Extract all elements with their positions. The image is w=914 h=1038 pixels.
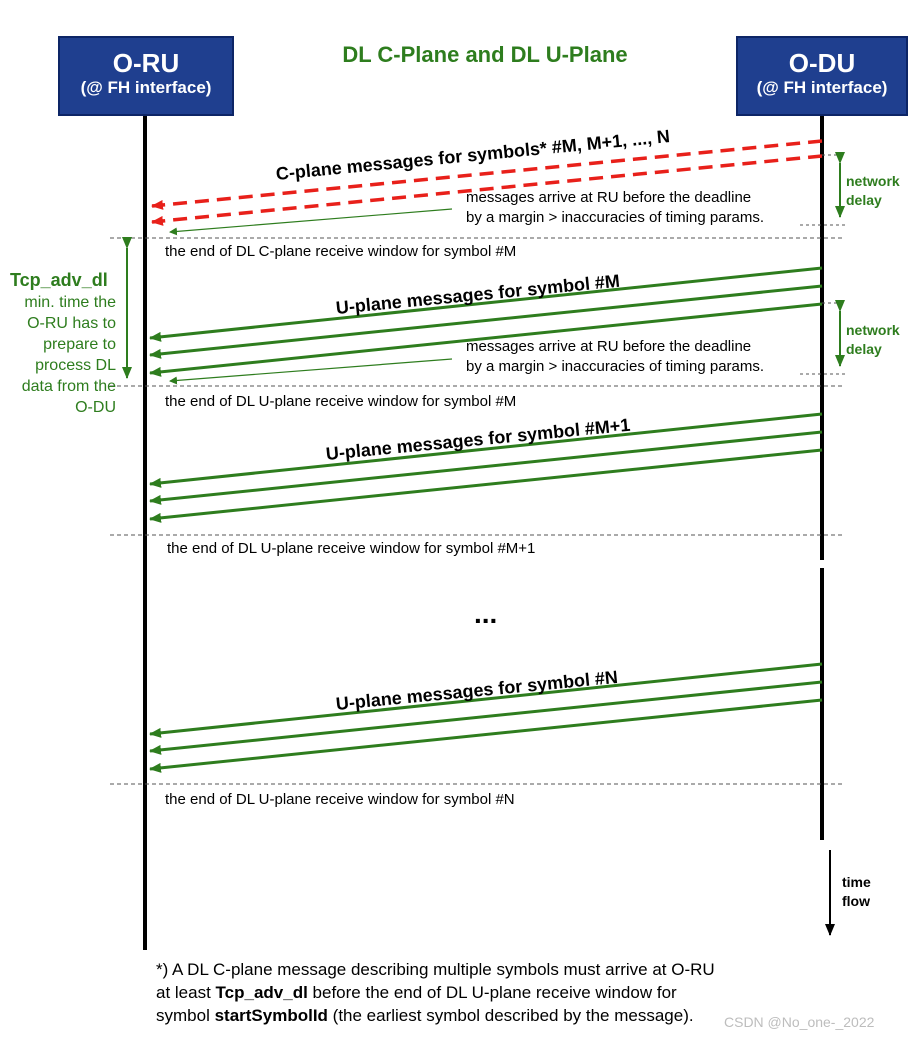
footnote-line2-bold: Tcp_adv_dl [215, 983, 308, 1002]
footnote-line3-post: (the earliest symbol described by the message). [327, 1006, 694, 1025]
diagram-title: DL C-Plane and DL U-Plane [342, 42, 628, 67]
arrive-note-2-line2: by a margin > inaccuracies of timing params. [466, 358, 765, 375]
footnote-line2-pre: at least [156, 983, 216, 1002]
oru-sub: (@ FH interface) [80, 78, 212, 97]
footnote-line3-pre: symbol [156, 1006, 215, 1025]
nd1-line2: delay [846, 192, 882, 208]
tcp-adv-dl-label: Tcp_adv_dl [10, 270, 108, 290]
footnote-line1: *) A DL C-plane message describing multiple symbols must arrive at O-RU [156, 960, 715, 979]
window-u-n-label: the end of DL U-plane receive window for symbol #N [165, 791, 515, 808]
time-flow-label [842, 873, 871, 911]
arrive-note-2-line1: messages arrive at RU before the deadline [466, 338, 752, 355]
uplane-m-label: U-plane messages for symbol #M [334, 270, 621, 318]
watermark: CSDN @No_one-_2022 [724, 1014, 875, 1030]
time-flow-line2: flow [842, 893, 870, 909]
nd1-line1: network [846, 173, 900, 189]
footnote-line3-bold: startSymbolId [214, 1006, 328, 1025]
arrive-note-1-line1: messages arrive at RU before the deadline [466, 189, 752, 206]
network-delay-label-2 [846, 321, 900, 359]
oru-name: O-RU [112, 48, 180, 78]
network-delay-label-1 [846, 172, 900, 210]
window-c-m-label: the end of DL C-plane receive window for symbol #M [165, 243, 517, 260]
arrive-note-1 [466, 188, 764, 228]
nd2-line2: delay [846, 341, 882, 357]
odu-name: O-DU [788, 48, 856, 78]
odu-sub: (@ FH interface) [756, 78, 888, 97]
nd2-line1: network [846, 322, 900, 338]
arrive-note-1-line2: by a margin > inaccuracies of timing params. [466, 209, 765, 226]
footnote-line2 [156, 981, 715, 1004]
cplane-label: C-plane messages for symbols* #M, M+1, ..., N [274, 126, 671, 184]
tcp-adv-dl-desc: min. time the O-RU has to prepare to process DL data from the O-DU [21, 294, 116, 416]
window-u-m1-label: the end of DL U-plane receive window for symbol #M+1 [167, 540, 536, 557]
ellipsis: ... [474, 598, 498, 629]
footnote [156, 958, 715, 1027]
note-pointer-1 [170, 209, 452, 232]
footnote-line2-post: before the end of DL U-plane receive window for [307, 983, 677, 1002]
window-u-m-label: the end of DL U-plane receive window for symbol #M [165, 393, 517, 410]
uplane-m1-label: U-plane messages for symbol #M+1 [324, 414, 632, 464]
arrive-note-2 [466, 337, 764, 377]
uplane-m1-arrow-3 [150, 450, 822, 519]
time-flow-line1: time [842, 874, 871, 890]
uplane-n-label: U-plane messages for symbol #N [334, 666, 619, 714]
note-pointer-2 [170, 359, 452, 381]
uplane-n-arrow-3 [150, 700, 822, 769]
footnote-line3 [156, 1004, 715, 1027]
